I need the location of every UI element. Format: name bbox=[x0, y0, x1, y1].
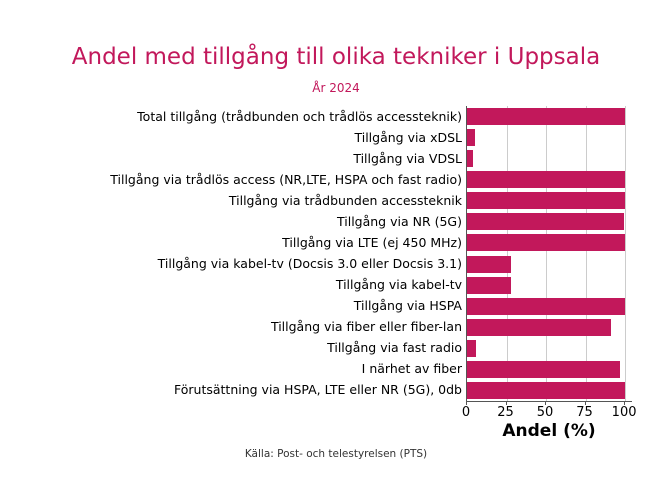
chart-subtitle: År 2024 bbox=[312, 81, 360, 95]
bar-row bbox=[467, 211, 632, 232]
bar bbox=[467, 298, 625, 315]
bar-row bbox=[467, 359, 632, 380]
bar-row bbox=[467, 317, 632, 338]
category-label: Tillgång via fast radio bbox=[327, 340, 462, 356]
bar-row bbox=[467, 190, 632, 211]
category-label: Tillgång via xDSL bbox=[354, 129, 462, 145]
source-note: Källa: Post- och telestyrelsen (PTS) bbox=[244, 448, 428, 460]
bar bbox=[467, 192, 625, 209]
bars-group bbox=[467, 106, 632, 401]
category-label: Tillgång via kabel-tv (Docsis 3.0 eller Docsis 3.1) bbox=[157, 256, 462, 272]
category-label: Tillgång via trådbunden accessteknik bbox=[228, 192, 462, 208]
bar bbox=[467, 150, 473, 167]
bar-row bbox=[467, 106, 632, 127]
bar bbox=[467, 361, 620, 378]
x-tick-label: 50 bbox=[536, 405, 554, 420]
category-label: Tillgång via NR (5G) bbox=[337, 213, 462, 229]
category-label: Tillgång via kabel-tv bbox=[335, 277, 462, 293]
x-axis-label: Andel (%) bbox=[502, 421, 596, 441]
bar bbox=[467, 340, 476, 357]
category-label: Tillgång via HSPA bbox=[353, 298, 462, 314]
category-label: Tillgång via VDSL bbox=[353, 150, 462, 166]
bar-row bbox=[467, 380, 632, 401]
bar bbox=[467, 256, 511, 273]
bar-row bbox=[467, 148, 632, 169]
plot-area bbox=[466, 106, 632, 401]
bar-row bbox=[467, 169, 632, 190]
category-label: Tillgång via fiber eller fiber-lan bbox=[270, 319, 462, 335]
category-label: Tillgång via LTE (ej 450 MHz) bbox=[282, 234, 462, 250]
bar bbox=[467, 171, 625, 188]
bar bbox=[467, 108, 625, 125]
category-label: Förutsättning via HSPA, LTE eller NR (5G), 0db bbox=[174, 382, 462, 398]
bar bbox=[467, 129, 475, 146]
bar-row bbox=[467, 232, 632, 253]
x-axis-line bbox=[466, 401, 632, 402]
category-label: Total tillgång (trådbunden och trådlös accessteknik) bbox=[137, 108, 462, 124]
chart-title: Andel med tillgång till olika tekniker i Uppsala bbox=[71, 44, 601, 70]
bar-row bbox=[467, 338, 632, 359]
bar bbox=[467, 382, 625, 399]
bar bbox=[467, 213, 624, 230]
bar-row bbox=[467, 296, 632, 317]
category-label: Tillgång via trådlös access (NR,LTE, HSPA och fast radio) bbox=[110, 171, 462, 187]
bar bbox=[467, 277, 511, 294]
bar-row bbox=[467, 254, 632, 275]
x-tick-label: 100 bbox=[611, 405, 637, 420]
x-tick-label: 0 bbox=[461, 405, 471, 420]
category-label: I närhet av fiber bbox=[361, 361, 462, 377]
bar-row bbox=[467, 275, 632, 296]
x-tick-label: 75 bbox=[576, 405, 593, 420]
bar-row bbox=[467, 127, 632, 148]
x-tick-label: 25 bbox=[497, 405, 514, 420]
bar bbox=[467, 319, 611, 336]
bar bbox=[467, 234, 625, 251]
